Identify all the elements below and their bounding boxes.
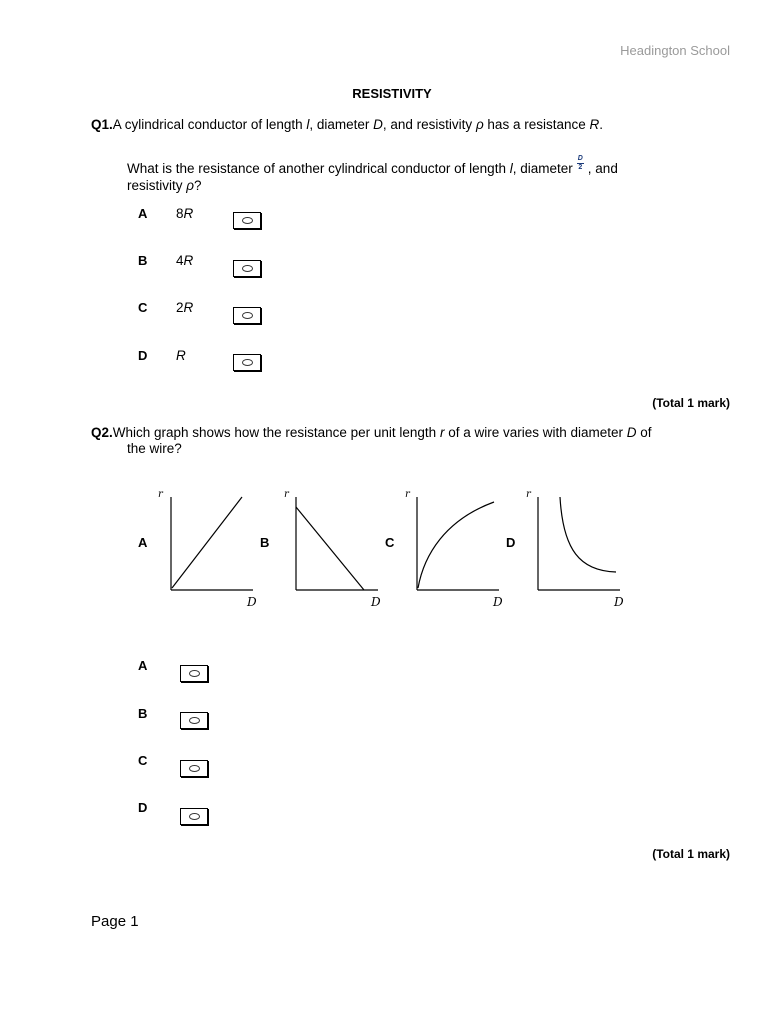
q2-answer-box-b[interactable] <box>180 712 208 729</box>
graph-label-b: B <box>260 535 270 550</box>
page-title: RESISTIVITY <box>352 86 432 101</box>
oval-icon <box>189 765 200 772</box>
graph-d <box>538 497 620 590</box>
graph-d-curve <box>560 497 616 572</box>
q1-total: (Total 1 mark) <box>652 396 730 410</box>
graph-a-x-label: D <box>247 595 257 609</box>
school-header: Headington School <box>620 43 730 58</box>
graph-c-curve <box>418 502 494 588</box>
q2-question: Q2.Which graph shows how the resistance per unit length r of a wire varies with diameter D of the wire? <box>91 425 652 456</box>
q2-answer-box-d[interactable] <box>180 808 208 825</box>
graph-b-curve <box>296 507 364 590</box>
graph-b-y-label: r <box>284 489 289 500</box>
graph-label-c: C <box>385 535 395 550</box>
graph-d-x-label: D <box>614 595 624 609</box>
graph-c-x-label: D <box>493 595 503 609</box>
graph-a-curve <box>172 497 242 588</box>
q1-intro: Q1.A cylindrical conductor of length l, diameter D, and resistivity ρ has a resistance R. <box>91 117 603 132</box>
graph-c <box>417 497 499 590</box>
page-number: Page 1 <box>91 913 139 930</box>
q1-question: What is the resistance of another cylindrical conductor of length l, diameter $\frac{D}{2}$ , and resistivity ρ? <box>127 155 618 193</box>
graph-d-y-label: r <box>526 489 531 500</box>
graph-c-y-label: r <box>405 489 410 500</box>
graph-a <box>171 497 253 590</box>
graph-b-x-label: D <box>371 595 381 609</box>
graph-label-d: D <box>506 535 516 550</box>
graph-label-a: A <box>138 535 148 550</box>
q1-number: Q1. <box>91 117 113 132</box>
q2-total: (Total 1 mark) <box>652 847 730 861</box>
oval-icon <box>189 813 200 820</box>
graph-b <box>296 497 378 590</box>
d-over-2-fraction: $\frac{D}{2}$ <box>577 155 583 171</box>
q2-answer-box-c[interactable] <box>180 760 208 777</box>
q2-answer-box-a[interactable] <box>180 665 208 682</box>
oval-icon <box>189 717 200 724</box>
graph-a-y-label: r <box>158 489 163 500</box>
oval-icon <box>189 670 200 677</box>
q2-number: Q2. <box>91 425 113 440</box>
